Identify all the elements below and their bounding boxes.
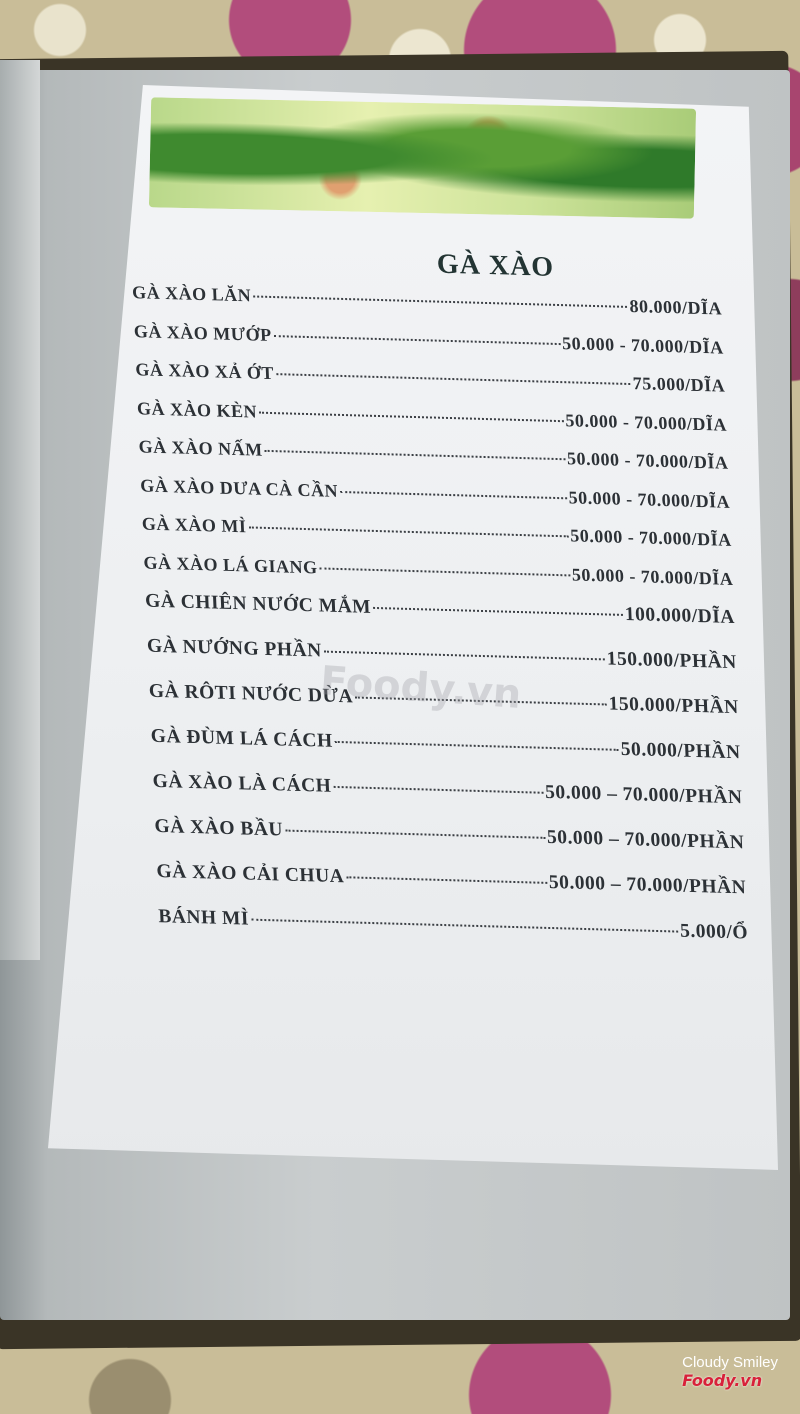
item-price: 50.000 – 70.000/PHẦN <box>546 826 745 854</box>
item-name: GÀ XÀO DƯA CÀ CẦN <box>139 474 339 501</box>
photo-credit <box>682 1354 778 1390</box>
dot-leader <box>333 786 543 794</box>
dot-leader <box>251 919 678 933</box>
item-price: 50.000 - 70.000/DĨA <box>568 486 731 512</box>
item-name: GÀ ĐÙM LÁ CÁCH <box>150 725 334 752</box>
dot-leader <box>274 335 561 345</box>
item-price: 50.000 – 70.000/PHẦN <box>544 781 743 809</box>
item-name: GÀ XÀO MÌ <box>141 513 247 537</box>
credit-user: Cloudy Smiley <box>682 1354 778 1371</box>
item-price: 150.000/PHẦN <box>608 693 740 719</box>
item-name: GÀ CHIÊN NƯỚC MẮM <box>144 590 372 618</box>
dot-leader <box>265 450 565 460</box>
item-name: GÀ XÀO NẤM <box>138 436 264 460</box>
left-page-edge <box>0 60 40 960</box>
dot-leader <box>319 567 569 576</box>
item-name: GÀ XÀO LÁ GIANG <box>143 551 318 577</box>
item-name: GÀ NƯỚNG PHẦN <box>146 635 323 662</box>
item-price: 5.000/Ổ <box>679 920 749 944</box>
item-name: GÀ XÀO MƯỚP <box>133 320 272 345</box>
floral-header-decoration <box>149 97 696 218</box>
dot-leader <box>259 411 563 422</box>
item-name: GÀ RÔTI NƯỚC DỪA <box>148 680 354 708</box>
dot-leader <box>373 607 623 616</box>
watermark: Foody.vn <box>318 658 523 718</box>
item-price: 150.000/PHẦN <box>606 648 738 674</box>
dot-leader <box>335 741 619 751</box>
item-name: GÀ XÀO XẢ ỚT <box>134 359 275 384</box>
dot-leader <box>276 373 631 385</box>
item-name: GÀ XÀO KÈN <box>136 397 258 422</box>
dot-leader <box>285 830 545 839</box>
dot-leader <box>340 490 567 498</box>
dot-leader <box>324 651 605 661</box>
item-price: 50.000 - 70.000/DĨA <box>561 332 724 358</box>
item-name: GÀ XÀO CẢI CHUA <box>156 860 345 888</box>
item-name: GÀ XÀO LĂN <box>131 282 252 306</box>
item-price: 50.000 - 70.000/DĨA <box>569 525 733 550</box>
dot-leader <box>346 876 547 884</box>
item-price: 50.000 - 70.000/DĨA <box>571 563 734 589</box>
menu-title: GÀ XÀO <box>436 248 555 283</box>
foody-logo: Foody.vn <box>682 1371 763 1390</box>
item-name: GÀ XÀO LÀ CÁCH <box>152 770 332 797</box>
item-price: 100.000/DĨA <box>624 603 736 629</box>
item-price: 75.000/DĨA <box>632 373 726 396</box>
item-price: 50.000 - 70.000/DĨA <box>564 409 728 435</box>
item-price: 50.000 - 70.000/DĨA <box>566 448 729 473</box>
item-name: BÁNH MÌ <box>157 906 250 930</box>
menu-list <box>130 240 750 968</box>
item-price: 80.000/DĨA <box>629 295 723 319</box>
dot-leader <box>253 295 627 307</box>
item-price: 50.000/PHẦN <box>620 738 742 764</box>
dot-leader <box>248 526 568 537</box>
item-price: 50.000 – 70.000/PHẦN <box>548 871 747 899</box>
item-name: GÀ XÀO BẦU <box>154 815 284 841</box>
